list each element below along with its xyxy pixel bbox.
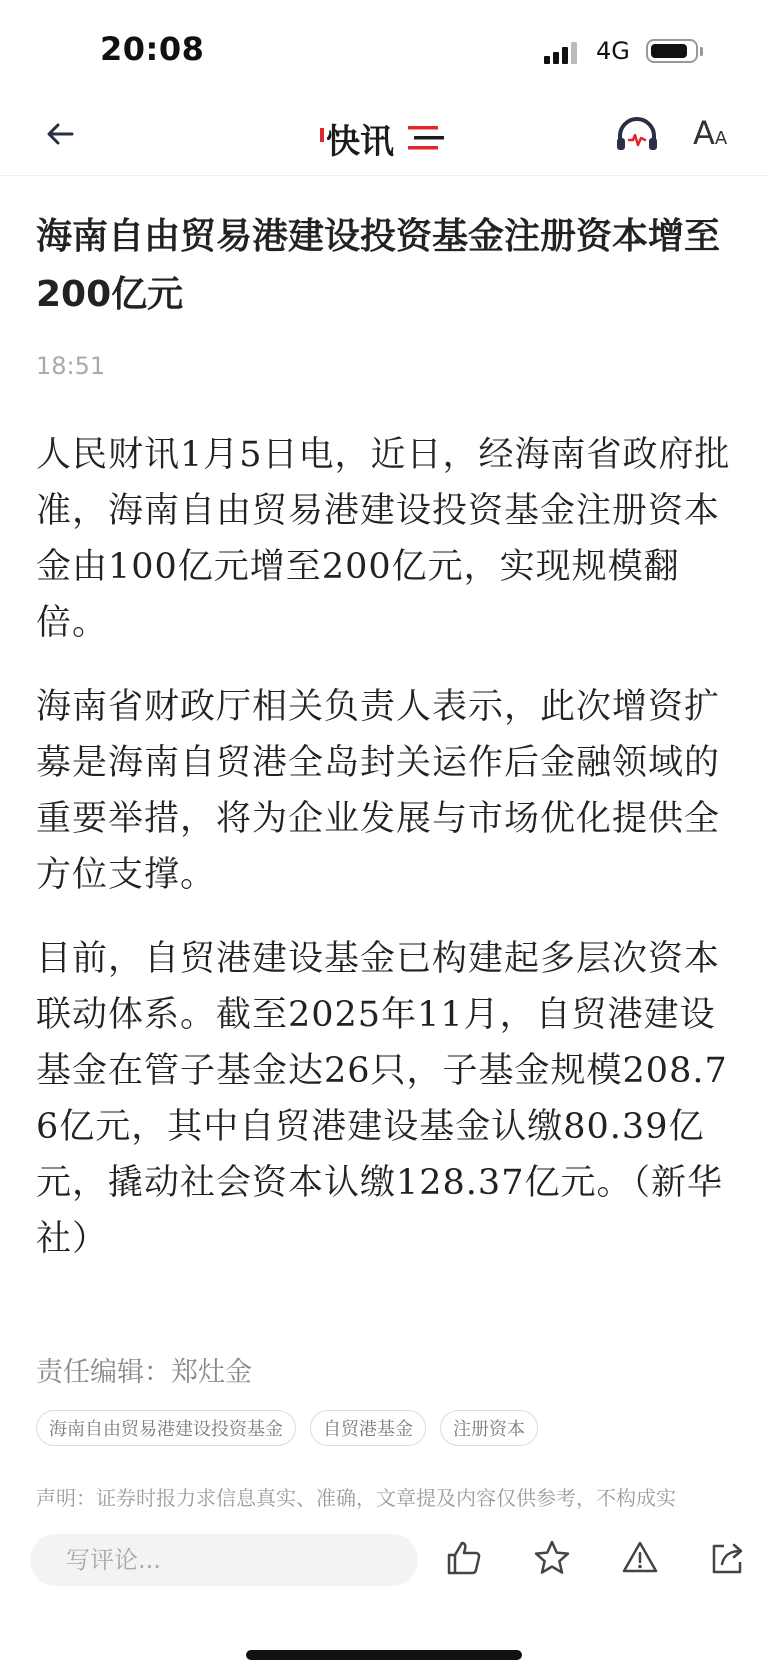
share-icon [708,1538,748,1578]
comment-input[interactable] [30,1534,418,1586]
back-button[interactable] [40,114,90,154]
share-button[interactable] [708,1538,752,1582]
status-time: 20:08 [100,30,205,68]
responsible-editor: 责任编辑：郑灶金 [36,1357,252,1388]
headphones-icon [614,114,660,154]
favorite-button[interactable] [532,1538,576,1582]
article-paragraph: 人民财讯1月5日电，近日，经海南省政府批准，海南自由贸易港建设投资基金注册资本金由100亿元增至200亿元，实现规模翻倍。 [36,435,731,643]
tag-item[interactable]: 自贸港基金 [310,1410,426,1446]
nav-bar [0,100,768,176]
font-size-icon: AA [693,114,728,152]
warning-icon [620,1538,660,1578]
report-button[interactable] [620,1538,664,1582]
tag-item[interactable]: 海南自由贸易港建设投资基金 [36,1410,296,1446]
publish-time: 18:51 [36,352,106,380]
font-size-button[interactable] [693,114,741,158]
like-button[interactable] [444,1538,488,1582]
article-paragraph: 目前，自贸港建设基金已构建起多层次资本联动体系。截至2025年11月，自贸港建设基金在管子基金达26只，子基金规模208.76亿元，其中自贸港建设基金认缴80.39亿元，撬动社会资本认缴128.37亿元。（新华社） [36,939,728,1259]
disclaimer: 声明：证券时报力求信息真实、准确，文章提及内容仅供参考，不构成实 [36,1486,676,1510]
home-indicator[interactable] [246,1650,522,1660]
article-paragraph: 海南省财政厅相关负责人表示，此次增资扩募是海南自贸港全岛封关运作后金融领域的重要举措，将为企业发展与市场优化提供全方位支撑。 [36,687,721,895]
logo-text: 快讯 [326,122,394,162]
back-arrow-icon [40,114,80,154]
status-bar [0,0,768,100]
signal-strength-icon [544,40,584,64]
logo-red-mark [320,128,324,142]
logo-lines-icon [406,124,446,152]
network-type: 4G [596,37,630,65]
like-icon [444,1538,484,1578]
tag-item[interactable]: 注册资本 [440,1410,538,1446]
star-icon [532,1538,572,1578]
tag-list [36,1410,538,1446]
battery-cap [700,47,703,56]
bottom-action-bar [0,1520,768,1665]
listen-button[interactable] [614,114,662,158]
battery-icon [646,39,698,63]
kuaixun-logo [320,114,450,160]
article-body [36,427,736,1295]
article-title: 海南自由贸易港建设投资基金注册资本增至200亿元 [36,216,721,315]
